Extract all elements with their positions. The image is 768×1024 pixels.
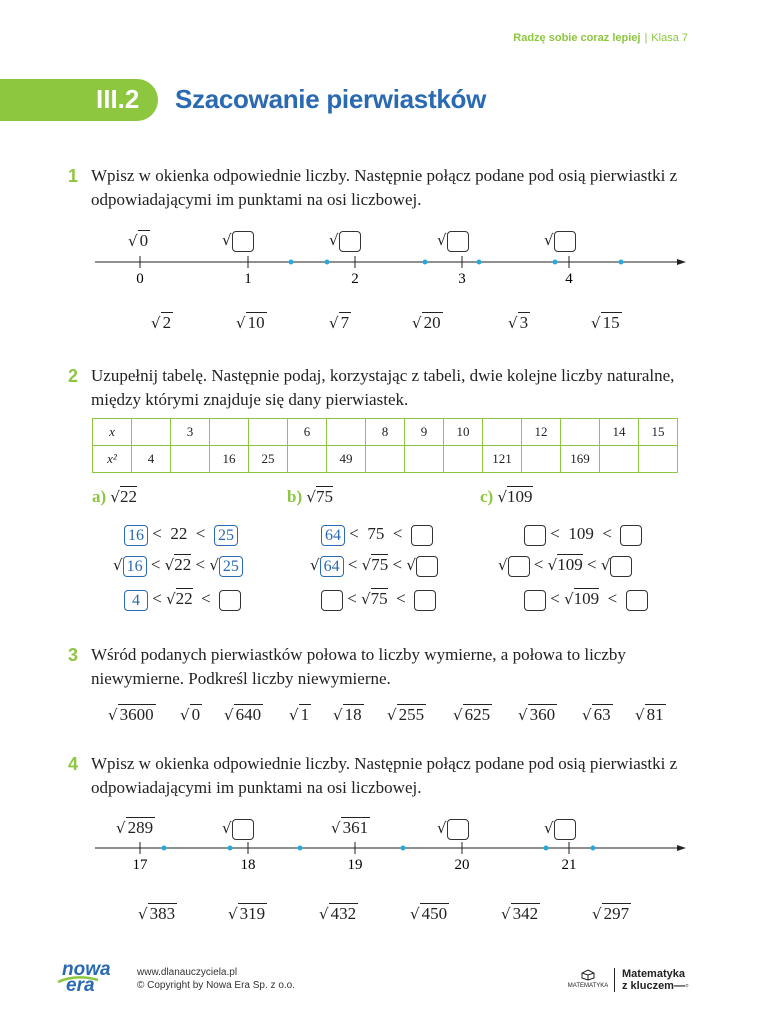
q4-tick-label: 18 bbox=[240, 857, 256, 873]
q3-root[interactable]: √ 81 bbox=[635, 705, 664, 724]
answer-box[interactable] bbox=[524, 590, 546, 611]
table-cell[interactable]: 169 bbox=[561, 446, 600, 473]
q2a-line2: √ 16 < √22 < √ 25 bbox=[113, 555, 243, 577]
q1-root-box: √ bbox=[222, 230, 254, 252]
answer-box[interactable]: 4 bbox=[124, 590, 148, 611]
q1-below-root: √ 2 bbox=[151, 313, 172, 332]
q1-root-box: √ bbox=[329, 230, 361, 252]
q4-below-root: √ 432 bbox=[319, 904, 357, 923]
q4-root-box: √ bbox=[544, 818, 576, 840]
table-cell[interactable]: 4 bbox=[132, 446, 171, 473]
page-title: Szacowanie pierwiastków bbox=[175, 84, 486, 114]
row-label-x: x bbox=[93, 419, 132, 446]
table-cell[interactable]: 9 bbox=[405, 419, 444, 446]
table-cell[interactable] bbox=[132, 419, 171, 446]
q1-tick-label: 0 bbox=[136, 271, 144, 287]
table-cell[interactable]: 49 bbox=[327, 446, 366, 473]
answer-box[interactable] bbox=[414, 590, 436, 611]
answer-box[interactable] bbox=[610, 556, 632, 577]
nowa-era-logo: nowa era bbox=[62, 962, 111, 994]
answer-box[interactable] bbox=[416, 556, 438, 577]
table-cell[interactable]: 16 bbox=[210, 446, 249, 473]
table-cell[interactable] bbox=[639, 446, 678, 473]
q3-number: 3 bbox=[68, 645, 79, 665]
answer-box[interactable] bbox=[508, 556, 530, 577]
q2b-line3: < √75 < bbox=[321, 589, 436, 611]
table-cell[interactable]: 15 bbox=[639, 419, 678, 446]
q4-above-root: √ 289 bbox=[116, 818, 154, 837]
table-cell[interactable] bbox=[483, 419, 522, 446]
table-row-x2 bbox=[93, 446, 678, 473]
cube-icon bbox=[581, 969, 595, 981]
answer-box[interactable]: 16 bbox=[124, 525, 148, 546]
table-cell[interactable] bbox=[366, 446, 405, 473]
footer-info bbox=[137, 966, 295, 992]
table-cell[interactable]: 3 bbox=[171, 419, 210, 446]
answer-box[interactable] bbox=[524, 525, 546, 546]
footer-url: www.dlanauczyciela.pl bbox=[137, 967, 238, 978]
q2a-line3: 4 < √22 < bbox=[124, 589, 241, 611]
table-cell[interactable] bbox=[171, 446, 210, 473]
answer-box[interactable] bbox=[554, 231, 576, 252]
table-cell[interactable]: 6 bbox=[288, 419, 327, 446]
q2a-heading: a) √22 bbox=[92, 487, 137, 506]
q1-below-root: √ 7 bbox=[329, 313, 350, 332]
table-cell[interactable] bbox=[444, 446, 483, 473]
q4-text: Wpisz w okienka odpowiednie liczby. Następnie połącz podane pod osią pierwiastki z odpowiadającymi im punktami na osi liczbowej. bbox=[91, 754, 678, 797]
q1-tick-label: 3 bbox=[458, 271, 466, 287]
q3-root[interactable]: √ 360 bbox=[518, 705, 556, 724]
header-series bbox=[513, 32, 688, 44]
answer-box[interactable]: 16 bbox=[123, 556, 147, 577]
class-label: Klasa 7 bbox=[651, 32, 688, 44]
q4-root-box: √ bbox=[222, 818, 254, 840]
q1-number: 1 bbox=[68, 166, 79, 186]
q1-root-box: √ bbox=[437, 230, 469, 252]
q4-below-root: √ 297 bbox=[592, 904, 630, 923]
q1-root-box: √ bbox=[544, 230, 576, 252]
q3-root[interactable]: √ 640 bbox=[224, 705, 262, 724]
q4-tick-label: 20 bbox=[454, 857, 470, 873]
q3-root[interactable]: √ 255 bbox=[387, 705, 425, 724]
q1-tick-label: 2 bbox=[351, 271, 359, 287]
table-cell[interactable] bbox=[600, 446, 639, 473]
q1-text: Wpisz w okienka odpowiednie liczby. Następnie połącz podane pod osią pierwiastki z odpowiadającymi im punktami na osi liczbowej. bbox=[91, 166, 678, 209]
answer-box[interactable] bbox=[219, 590, 241, 611]
q4-below-root: √ 383 bbox=[138, 904, 176, 923]
table-cell[interactable] bbox=[405, 446, 444, 473]
answer-box[interactable] bbox=[447, 231, 469, 252]
q1-above-root: √ 0 bbox=[128, 231, 149, 250]
q1-number-line bbox=[0, 225, 768, 290]
q4-above-root: √ 361 bbox=[331, 818, 369, 837]
q1-tick-label: 1 bbox=[244, 271, 252, 287]
q3-root[interactable]: √ 18 bbox=[333, 705, 362, 724]
q2b-line2: √ 64 < √75 < √ bbox=[310, 555, 438, 577]
squares-table bbox=[92, 418, 678, 473]
answer-box[interactable]: 64 bbox=[320, 556, 344, 577]
q3-root[interactable]: √ 1 bbox=[289, 705, 310, 724]
logo-divider bbox=[614, 968, 615, 992]
q3-text: Wśród podanych pierwiastków połowa to liczby wymierne, a połowa to liczby niewymierne. Podkreśl liczby niewymierne. bbox=[91, 645, 626, 688]
logo-swoosh bbox=[56, 976, 100, 984]
table-cell[interactable] bbox=[210, 419, 249, 446]
table-cell[interactable] bbox=[327, 419, 366, 446]
answer-box[interactable] bbox=[339, 231, 361, 252]
answer-box[interactable] bbox=[620, 525, 642, 546]
key-icon: —◦ bbox=[673, 980, 689, 992]
table-row-x bbox=[93, 419, 678, 446]
table-cell[interactable] bbox=[288, 446, 327, 473]
q2a-line1: 16 < 22 < 25 bbox=[124, 524, 238, 546]
q4-tick-label: 21 bbox=[561, 857, 577, 873]
q3-root[interactable]: √ 625 bbox=[453, 705, 491, 724]
matematyka-z-kluczem-logo: Matematyka z kluczem—◦ bbox=[622, 968, 689, 992]
q1-below-root: √ 10 bbox=[236, 313, 265, 332]
answer-box[interactable] bbox=[447, 819, 469, 840]
answer-box[interactable]: 64 bbox=[321, 525, 345, 546]
q4-tick-label: 17 bbox=[132, 857, 148, 873]
q2b-heading: b) √75 bbox=[287, 487, 333, 506]
q3-root[interactable]: √ 3600 bbox=[108, 705, 154, 724]
q4-below-root: √ 450 bbox=[410, 904, 448, 923]
answer-box[interactable] bbox=[411, 525, 433, 546]
table-cell[interactable]: 25 bbox=[249, 446, 288, 473]
table-cell[interactable]: 14 bbox=[600, 419, 639, 446]
answer-box[interactable] bbox=[232, 231, 254, 252]
answer-box[interactable]: 25 bbox=[214, 525, 238, 546]
q1-tick-label: 4 bbox=[565, 271, 573, 287]
q1-below-root: √ 3 bbox=[508, 313, 529, 332]
q2b-line1: 64 < 75 < bbox=[321, 524, 433, 546]
answer-box[interactable]: 25 bbox=[219, 556, 243, 577]
q2-text: Uzupełnij tabelę. Następnie podaj, korzystając z tabeli, dwie kolejne liczby naturalne, między którymi znajduje się dany pierwiastek. bbox=[91, 366, 675, 409]
table-cell[interactable]: 8 bbox=[366, 419, 405, 446]
q2c-line1: < 109 < bbox=[524, 524, 642, 546]
section-number: III.2 bbox=[96, 84, 140, 114]
series-name: Radzę sobie coraz lepiej bbox=[513, 32, 641, 44]
q1-below-root: √ 20 bbox=[412, 313, 441, 332]
q2c-line3: < √109 < bbox=[524, 589, 648, 611]
answer-box[interactable] bbox=[626, 590, 648, 611]
q4-below-root: √ 319 bbox=[228, 904, 266, 923]
q4-below-root: √ 342 bbox=[501, 904, 539, 923]
answer-box[interactable] bbox=[232, 819, 254, 840]
answer-box[interactable] bbox=[321, 590, 343, 611]
table-cell[interactable] bbox=[522, 446, 561, 473]
table-cell[interactable]: 121 bbox=[483, 446, 522, 473]
q2c-line2: √ < √109 < √ bbox=[498, 555, 632, 577]
matematyka-logo: MATEMATYKA bbox=[566, 969, 610, 989]
table-cell[interactable]: 10 bbox=[444, 419, 483, 446]
q3-root[interactable]: √ 0 bbox=[180, 705, 201, 724]
q4-tick-label: 19 bbox=[347, 857, 363, 873]
q2-number: 2 bbox=[68, 366, 79, 386]
q4-root-box: √ bbox=[437, 818, 469, 840]
footer-copyright: © Copyright by Nowa Era Sp. z o.o. bbox=[137, 980, 295, 991]
q3-root[interactable]: √ 63 bbox=[582, 705, 611, 724]
q4-number: 4 bbox=[68, 754, 79, 774]
row-label-x2: x² bbox=[93, 446, 132, 473]
table-cell[interactable] bbox=[561, 419, 600, 446]
table-cell[interactable] bbox=[249, 419, 288, 446]
q2c-heading: c) √109 bbox=[480, 487, 533, 506]
answer-box[interactable] bbox=[554, 819, 576, 840]
q1-below-root: √ 15 bbox=[591, 313, 620, 332]
table-cell[interactable]: 12 bbox=[522, 419, 561, 446]
header-separator: | bbox=[644, 32, 648, 44]
